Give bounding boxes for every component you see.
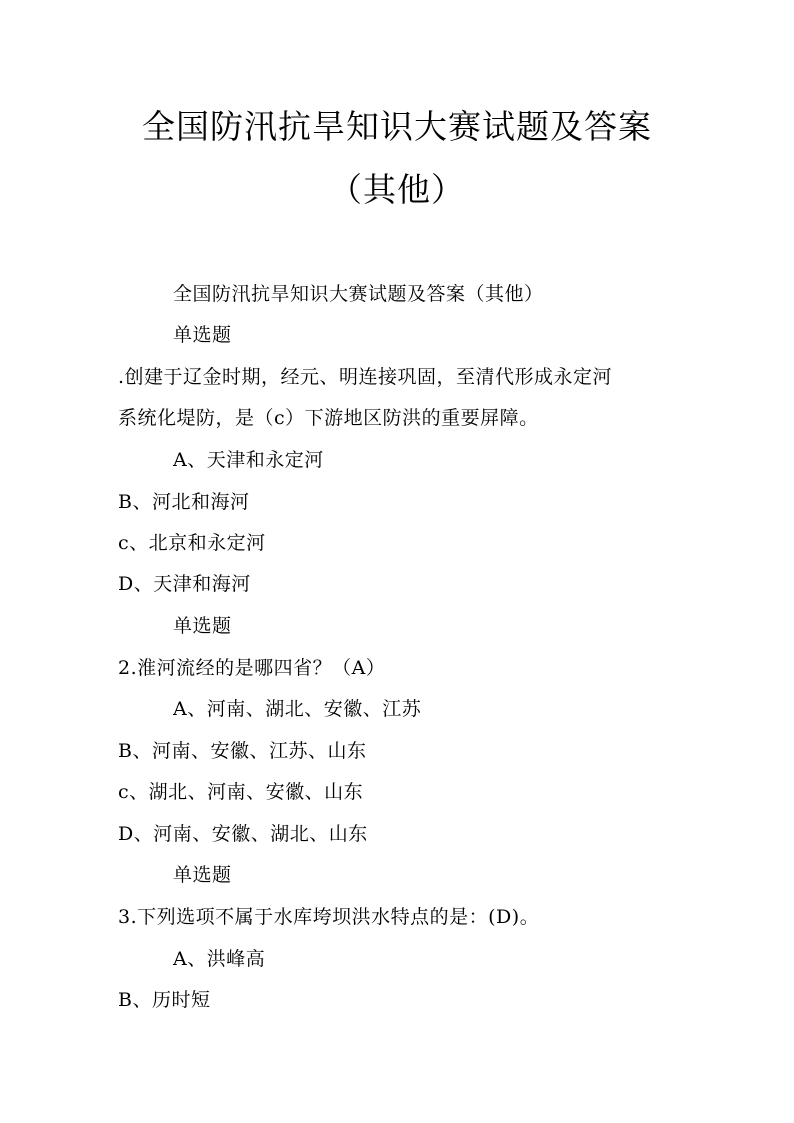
document-title-line-2: （其他） xyxy=(329,170,465,209)
question-stem-line: 系统化堤防，是（c）下游地区防洪的重要屏障。 xyxy=(118,407,539,429)
answer-option: A、洪峰高 xyxy=(173,948,266,970)
answer-option: D、河南、安徽、湖北、山东 xyxy=(118,823,368,845)
document-title-line-1: 全国防汛抗旱知识大赛试题及答案 xyxy=(142,107,652,146)
answer-option: c、北京和永定河 xyxy=(118,532,266,554)
document-subtitle: 全国防汛抗旱知识大赛试题及答案（其他） xyxy=(173,283,544,305)
answer-option: B、河南、安徽、江苏、山东 xyxy=(118,740,367,762)
answer-option: B、河北和海河 xyxy=(118,491,250,513)
answer-option: D、天津和海河 xyxy=(118,573,251,595)
question-type-label: 单选题 xyxy=(173,324,232,346)
answer-option: A、天津和永定河 xyxy=(173,449,324,471)
answer-option: A、河南、湖北、安徽、江苏 xyxy=(173,698,422,720)
question-stem-line: 2.淮河流经的是哪四省？（A） xyxy=(118,657,386,679)
question-type-label: 单选题 xyxy=(173,615,232,637)
question-stem-line: 3.下列选项不属于水库垮坝洪水特点的是：(D)。 xyxy=(118,906,540,928)
question-type-label: 单选题 xyxy=(173,864,232,886)
answer-option: c、湖北、河南、安徽、山东 xyxy=(118,781,364,803)
question-stem-line: .创建于辽金时期，经元、明连接巩固，至清代形成永定河 xyxy=(118,366,613,388)
answer-option: B、历时短 xyxy=(118,989,211,1011)
